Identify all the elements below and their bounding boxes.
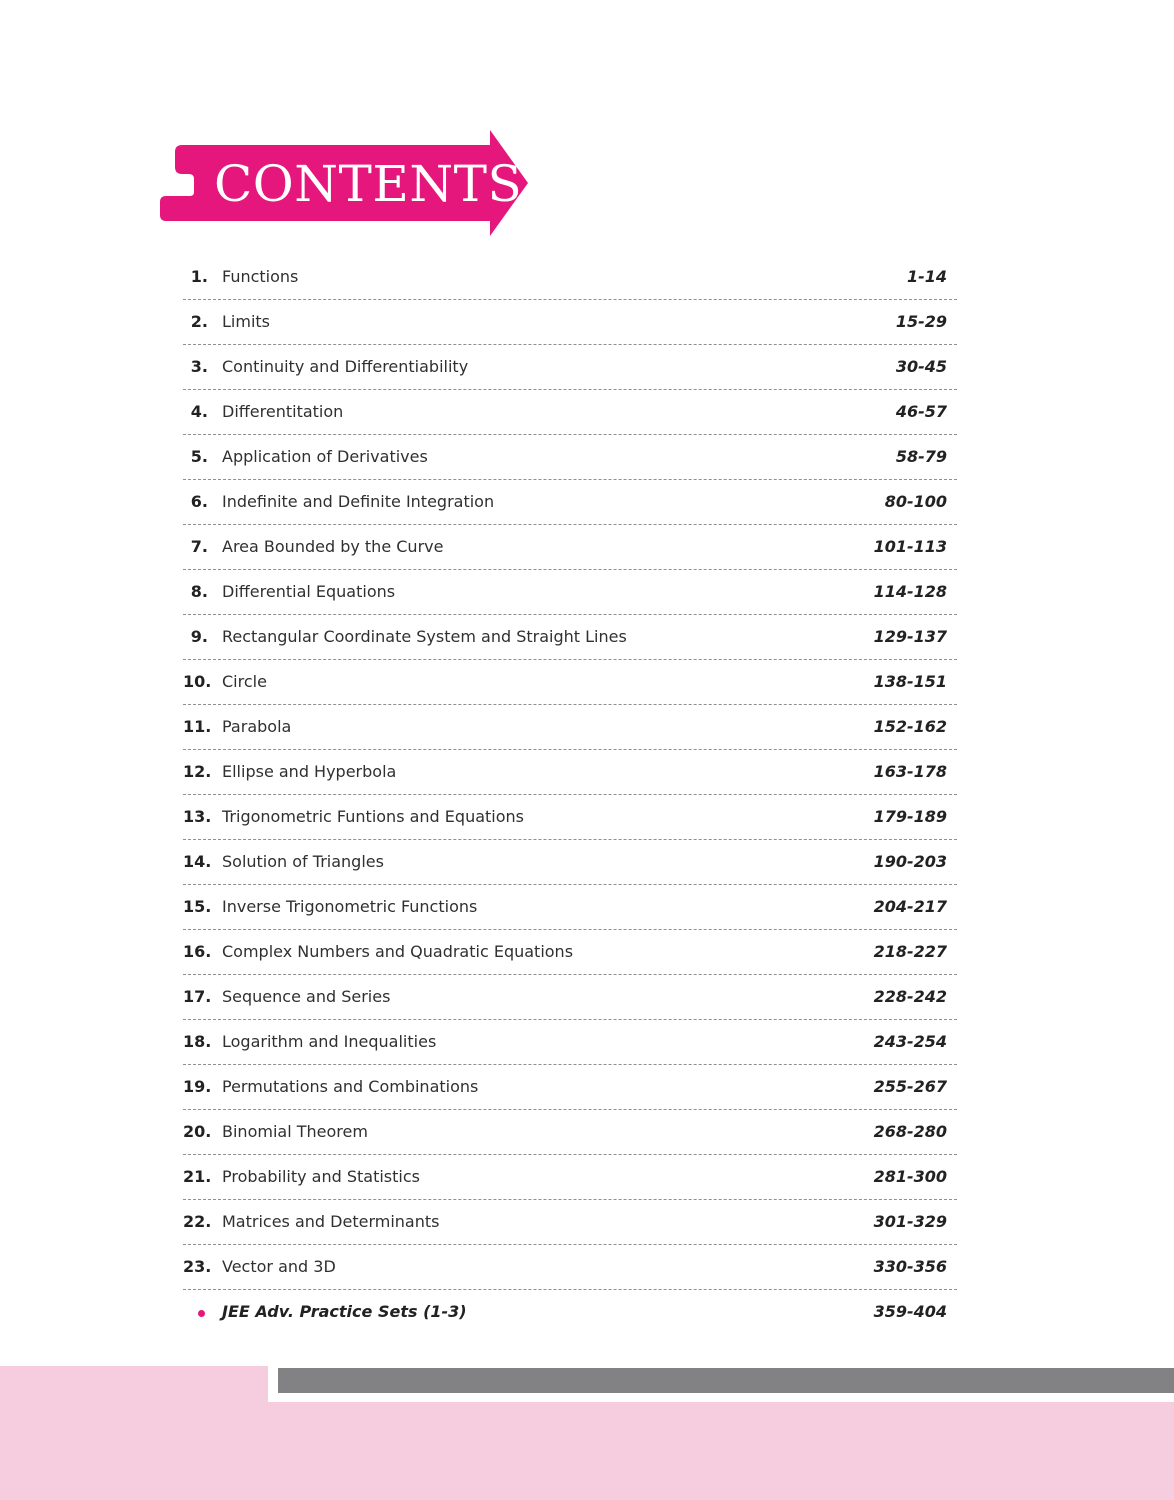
- chapter-pages: 281-300: [873, 1167, 947, 1186]
- chapter-title[interactable]: Circle: [222, 672, 267, 691]
- chapter-pages: 58-79: [895, 447, 947, 466]
- chapter-number: 12.: [183, 762, 212, 781]
- chapter-pages: 330-356: [873, 1257, 947, 1276]
- chapter-number: 9.: [190, 627, 208, 646]
- practice-sets-title[interactable]: JEE Adv. Practice Sets (1-3): [222, 1302, 467, 1321]
- chapter-number: 1.: [190, 267, 208, 286]
- chapter-number: 14.: [183, 852, 212, 871]
- chapter-number: 8.: [190, 582, 208, 601]
- chapter-title[interactable]: Area Bounded by the Curve: [222, 537, 444, 556]
- chapter-title[interactable]: Application of Derivatives: [222, 447, 428, 466]
- chapter-title[interactable]: Permutations and Combinations: [222, 1077, 479, 1096]
- chapter-title[interactable]: Ellipse and Hyperbola: [222, 762, 397, 781]
- chapter-number: 3.: [190, 357, 208, 376]
- toc-row[interactable]: [183, 255, 957, 300]
- chapter-number: 4.: [190, 402, 208, 421]
- chapter-number: 16.: [183, 942, 212, 961]
- chapter-number: 10.: [183, 672, 212, 691]
- chapter-pages: 255-267: [873, 1077, 947, 1096]
- toc-row[interactable]: [183, 1110, 957, 1155]
- chapter-title[interactable]: Solution of Triangles: [222, 852, 384, 871]
- practice-sets-pages: 359-404: [873, 1302, 947, 1321]
- toc-row[interactable]: [183, 885, 957, 930]
- chapter-number: 21.: [183, 1167, 212, 1186]
- toc-row[interactable]: [183, 750, 957, 795]
- chapter-pages: 204-217: [873, 897, 947, 916]
- chapter-number: 20.: [183, 1122, 212, 1141]
- chapter-title[interactable]: Continuity and Differentiability: [222, 357, 469, 376]
- chapter-pages: 138-151: [873, 672, 947, 691]
- toc-row[interactable]: [183, 435, 957, 480]
- chapter-number: 2.: [190, 312, 208, 331]
- chapter-pages: 163-178: [873, 762, 947, 781]
- toc-row[interactable]: [183, 300, 957, 345]
- toc-row[interactable]: [183, 795, 957, 840]
- toc-row[interactable]: [183, 1245, 957, 1290]
- chapter-number: 17.: [183, 987, 212, 1006]
- footer-gray-bar: [278, 1368, 1174, 1393]
- chapter-number: 15.: [183, 897, 212, 916]
- chapter-title[interactable]: Inverse Trigonometric Functions: [222, 897, 478, 916]
- toc-row[interactable]: [183, 570, 957, 615]
- toc-row[interactable]: [183, 1065, 957, 1110]
- chapter-title[interactable]: Differentitation: [222, 402, 344, 421]
- chapter-title[interactable]: Limits: [222, 312, 270, 331]
- chapter-title[interactable]: Matrices and Determinants: [222, 1212, 440, 1231]
- chapter-title[interactable]: Indefinite and Definite Integration: [222, 492, 495, 511]
- chapter-title[interactable]: Complex Numbers and Quadratic Equations: [222, 942, 574, 961]
- chapter-pages: 129-137: [873, 627, 947, 646]
- contents-banner: [158, 128, 530, 238]
- toc-row[interactable]: [183, 345, 957, 390]
- chapter-number: 18.: [183, 1032, 212, 1051]
- chapter-pages: 46-57: [895, 402, 947, 421]
- bullet-icon: [198, 1310, 205, 1317]
- chapter-number: 13.: [183, 807, 212, 826]
- chapter-pages: 301-329: [873, 1212, 947, 1231]
- chapter-title[interactable]: Vector and 3D: [222, 1257, 336, 1276]
- chapter-pages: 30-45: [895, 357, 947, 376]
- chapter-title[interactable]: Functions: [222, 267, 299, 286]
- toc-row[interactable]: [183, 930, 957, 975]
- toc-row[interactable]: [183, 390, 957, 435]
- toc-row[interactable]: [183, 1155, 957, 1200]
- chapter-number: 5.: [190, 447, 208, 466]
- chapter-title[interactable]: Sequence and Series: [222, 987, 391, 1006]
- chapter-title[interactable]: Rectangular Coordinate System and Straight Lines: [222, 627, 627, 646]
- chapter-pages: 179-189: [873, 807, 947, 826]
- toc-row-practice-sets[interactable]: [183, 1290, 957, 1335]
- toc-row[interactable]: [183, 660, 957, 705]
- toc-row[interactable]: [183, 840, 957, 885]
- chapter-pages: 114-128: [873, 582, 947, 601]
- chapter-title[interactable]: Logarithm and Inequalities: [222, 1032, 437, 1051]
- chapter-number: 22.: [183, 1212, 212, 1231]
- chapter-title[interactable]: Binomial Theorem: [222, 1122, 368, 1141]
- table-of-contents: [183, 255, 957, 1335]
- chapter-number: 23.: [183, 1257, 212, 1276]
- chapter-title[interactable]: Trigonometric Funtions and Equations: [222, 807, 524, 826]
- toc-row[interactable]: [183, 1200, 957, 1245]
- chapter-pages: 15-29: [895, 312, 947, 331]
- toc-row[interactable]: [183, 480, 957, 525]
- chapter-pages: 218-227: [873, 942, 947, 961]
- toc-row[interactable]: [183, 525, 957, 570]
- chapter-number: 7.: [190, 537, 208, 556]
- chapter-pages: 268-280: [873, 1122, 947, 1141]
- toc-row[interactable]: [183, 975, 957, 1020]
- chapter-number: 6.: [190, 492, 208, 511]
- toc-row[interactable]: [183, 1020, 957, 1065]
- chapter-pages: 228-242: [873, 987, 947, 1006]
- chapter-pages: 152-162: [873, 717, 947, 736]
- chapter-title[interactable]: Parabola: [222, 717, 292, 736]
- chapter-number: 19.: [183, 1077, 212, 1096]
- chapter-pages: 101-113: [873, 537, 947, 556]
- toc-row[interactable]: [183, 705, 957, 750]
- chapter-pages: 243-254: [873, 1032, 947, 1051]
- chapter-title[interactable]: Differential Equations: [222, 582, 396, 601]
- chapter-title[interactable]: Probability and Statistics: [222, 1167, 420, 1186]
- chapter-number: 11.: [183, 717, 212, 736]
- chapter-pages: 190-203: [873, 852, 947, 871]
- page-title: CONTENTS: [214, 155, 523, 213]
- chapter-pages: 1-14: [906, 267, 947, 286]
- chapter-pages: 80-100: [884, 492, 947, 511]
- toc-row[interactable]: [183, 615, 957, 660]
